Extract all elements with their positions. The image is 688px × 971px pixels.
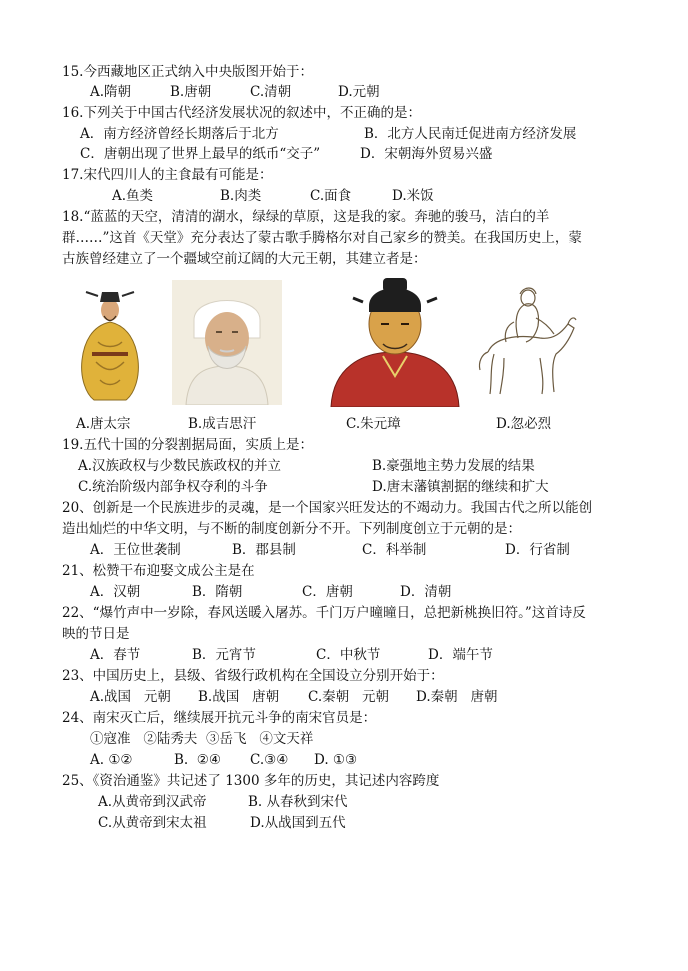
q15-option-a[interactable]: A.隋朝 <box>90 84 132 100</box>
q25-option-a[interactable]: A.从黄帝到汉武帝 <box>98 794 207 810</box>
q23-stem: 23、中国历史上，县级、省级行政机构在全国设立分别开始于： <box>62 668 444 684</box>
q22-option-d[interactable]: D．端午节 <box>428 647 493 663</box>
emperor-tang-taizong-portrait-icon <box>70 282 150 402</box>
q22-option-b[interactable]: B．元宵节 <box>192 647 256 663</box>
q23-option-d[interactable]: D.秦朝 唐朝 <box>416 689 498 705</box>
q24-option-d[interactable]: D. ①③ <box>314 752 358 768</box>
q18-stem-line3: 古族曾经建立了一个疆域空前辽阔的大元王朝，其建立者是： <box>62 251 427 267</box>
q19-stem: 19.五代十国的分裂割据局面，实质上是： <box>62 437 313 453</box>
q18-option-a[interactable]: A.唐太宗 <box>76 416 131 432</box>
q17-stem: 17.宋代四川人的主食最有可能是： <box>62 167 273 183</box>
q16-option-d[interactable]: D．宋朝海外贸易兴盛 <box>360 146 493 162</box>
q19-option-d[interactable]: D.唐末藩镇割据的继续和扩大 <box>372 479 549 495</box>
q16-option-c[interactable]: C．唐朝出现了世界上最早的纸币“交子” <box>80 146 321 162</box>
q25-option-b[interactable]: B. 从春秋到宋代 <box>248 794 348 810</box>
q20-option-a[interactable]: A．王位世袭制 <box>90 542 181 558</box>
q23-option-b[interactable]: B.战国 唐朝 <box>198 689 280 705</box>
q16-option-b[interactable]: B．北方人民南迁促进南方经济发展 <box>364 126 577 142</box>
q18-stem-line2: 群……”这首《天堂》充分表达了蒙古歌手腾格尔对自己家乡的赞美。在我国历史上，蒙 <box>62 230 582 246</box>
kublai-khan-horse-sketch-icon <box>470 282 580 402</box>
q21-option-b[interactable]: B．隋朝 <box>192 584 243 600</box>
q24-items: ①寇准 ②陆秀夫 ③岳飞 ④文天祥 <box>90 731 314 747</box>
q21-stem: 21、松赞干布迎娶文成公主是在 <box>62 563 255 579</box>
genghis-khan-portrait-icon <box>172 280 282 405</box>
q17-option-b[interactable]: B.肉类 <box>220 188 262 204</box>
q24-option-b[interactable]: B. ②④ <box>174 752 221 768</box>
q19-option-b[interactable]: B.豪强地主势力发展的结果 <box>372 458 535 474</box>
q16-stem: 16.下列关于中国古代经济发展状况的叙述中，不正确的是： <box>62 105 421 121</box>
q20-option-d[interactable]: D．行省制 <box>505 542 570 558</box>
q19-option-c[interactable]: C.统治阶级内部争权夺利的斗争 <box>78 479 268 495</box>
q20-option-c[interactable]: C．科举制 <box>362 542 427 558</box>
q15-option-b[interactable]: B.唐朝 <box>170 84 212 100</box>
zhu-yuanzhang-portrait-icon <box>325 272 465 407</box>
q17-option-c[interactable]: C.面食 <box>310 188 352 204</box>
q18-stem-line1: 18.“蓝蓝的天空，清清的湖水，绿绿的草原，这是我的家。奔驰的骏马，洁白的羊 <box>62 209 550 225</box>
q20-stem-line2: 造出灿烂的中华文明，与不断的制度创新分不开。下列制度创立于元朝的是： <box>62 521 521 537</box>
q21-option-c[interactable]: C．唐朝 <box>302 584 353 600</box>
q15-option-d[interactable]: D.元朝 <box>338 84 380 100</box>
q25-option-c[interactable]: C.从黄帝到宋太祖 <box>98 815 207 831</box>
q22-stem-line1: 22、“爆竹声中一岁除，春风送暖入屠苏。千门万户曈曈日，总把新桃换旧符。”这首诗反 <box>62 605 586 621</box>
q17-option-d[interactable]: D.米饭 <box>392 188 434 204</box>
q15-stem: 15.今西藏地区正式纳入中央版图开始于： <box>62 64 313 80</box>
q24-option-a[interactable]: A. ①② <box>90 752 133 768</box>
q24-option-c[interactable]: C.③④ <box>250 752 289 768</box>
q18-option-c[interactable]: C.朱元璋 <box>346 416 401 432</box>
q25-stem: 25、《资治通鉴》共记述了 1300 多年的历史，其记述内容跨度 <box>62 773 440 789</box>
q20-option-b[interactable]: B．郡县制 <box>232 542 296 558</box>
q18-option-d[interactable]: D.忽必烈 <box>496 416 552 432</box>
q24-stem: 24、南宋灭亡后，继续展开抗元斗争的南宋官员是： <box>62 710 377 726</box>
q25-option-d[interactable]: D.从战国到五代 <box>250 815 346 831</box>
q16-option-a[interactable]: A．南方经济曾经长期落后于北方 <box>80 126 279 142</box>
q20-stem-line1: 20、创新是一个民族进步的灵魂，是一个国家兴旺发达的不竭动力。我国古代之所以能创 <box>62 500 593 516</box>
q22-stem-line2: 映的节日是 <box>62 626 130 642</box>
q23-option-a[interactable]: A.战国 元朝 <box>90 689 171 705</box>
q17-option-a[interactable]: A.鱼类 <box>112 188 154 204</box>
q18-option-b[interactable]: B.成吉思汗 <box>188 416 257 432</box>
q21-option-a[interactable]: A．汉朝 <box>90 584 141 600</box>
q15-option-c[interactable]: C.清朝 <box>250 84 292 100</box>
q23-option-c[interactable]: C.秦朝 元朝 <box>308 689 390 705</box>
q21-option-d[interactable]: D．清朝 <box>400 584 452 600</box>
q19-option-a[interactable]: A.汉族政权与少数民族政权的并立 <box>78 458 282 474</box>
q22-option-c[interactable]: C．中秋节 <box>316 647 381 663</box>
q22-option-a[interactable]: A．春节 <box>90 647 141 663</box>
